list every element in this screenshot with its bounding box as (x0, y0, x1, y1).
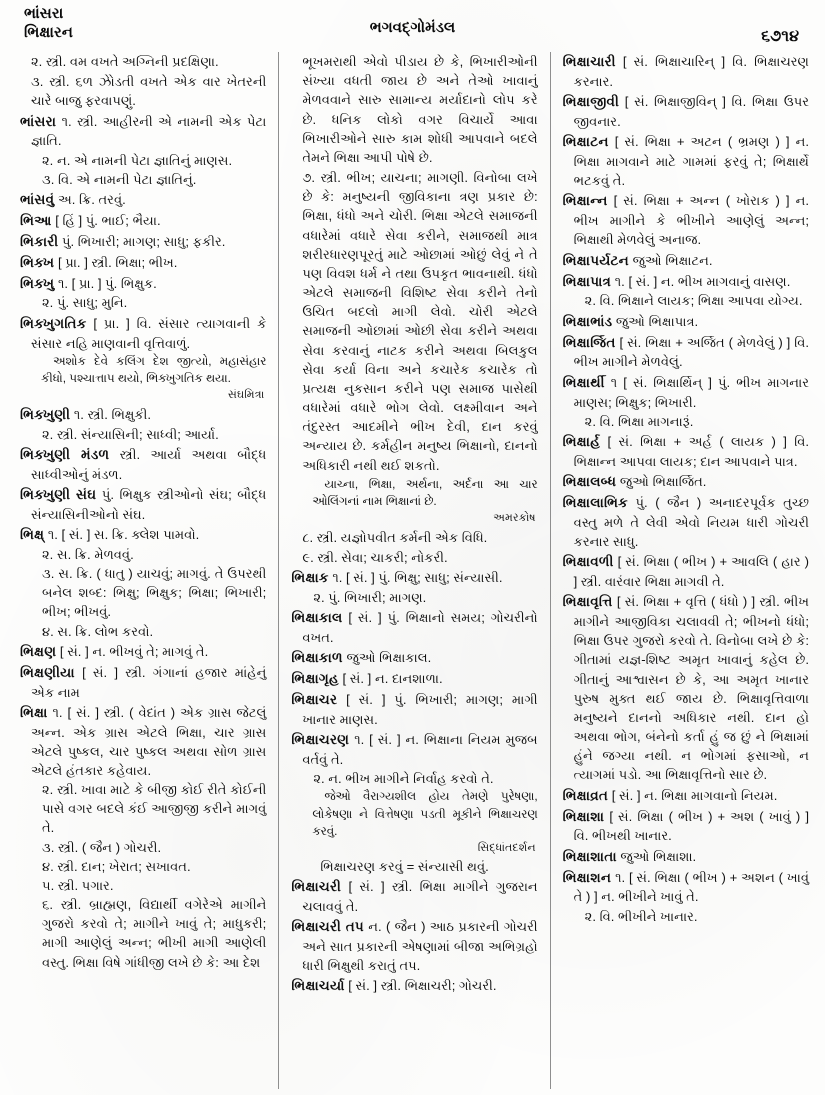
dictionary-entry[interactable] (291, 690, 537, 729)
dictionary-entry[interactable] (563, 272, 809, 311)
definition-text: [ સં. ] પું. ભિખારી; માગણ; માગી ખાનાર માણસ. (302, 692, 538, 727)
headword: ભિક્ખુ (20, 275, 55, 291)
sense-text: ૪. સ્ત્રી. દાન; ખેરાત; સખાવત. (42, 858, 191, 874)
headword: ભિક્ખુણી મંડળ (20, 446, 110, 462)
sense-text: ૧. [ સં. ] સ. ક્રિ. ક્લેશ પામવો. (47, 526, 200, 542)
quotation-source: અમરકોષ (493, 512, 536, 525)
sense-text: ૧. [ પ્રા. ] પું. ભિક્ષુક. (57, 275, 157, 291)
cross-reference: જુઓ ભિક્ષાશા. (620, 848, 697, 864)
page-header (0, 0, 825, 52)
sense-text: ૮. સ્ત્રી. યજ્ઞોપવીત કર્મની એક વિધિ. (302, 529, 488, 545)
sense-text: ૨. પું. ભિખારી; માગણ. (313, 590, 427, 605)
dictionary-entry[interactable] (20, 703, 266, 972)
dictionary-entry[interactable] (563, 432, 809, 471)
definition-text: ન. ( જૈન ) આઠ પ્રકારની ગોચરી અને સાત પ્રકારની એષણામાં બીજા અભિગ્રહો ધારી ભિક્ષુથી કરાતું તપ. (302, 918, 538, 973)
sense-text: ૩. વિ. એ નામની પેટા જ્ઞાતિનું. (42, 171, 197, 187)
headword: ભિક્ષાચારી (562, 54, 616, 69)
dictionary-entry[interactable] (563, 552, 809, 591)
dictionary-entry[interactable] (563, 333, 809, 372)
sense-text: ૩. સ. ક્રિ. ( ધાતુ ) યાચવું; માગવું. તે ઉપરથી બનેલ શબ્દ: ભિક્ષુ; ભિક્ષુક; ભિક્ષા; ભિખારી; ભીખ; ભીખવું. (42, 566, 267, 620)
headword: ભિક્ષાશન (562, 869, 612, 885)
sense-text: ૧. [ સં. ] પું. ભિક્ષુ; સાધુ; સંન્યાસી. (332, 570, 503, 586)
sense-text: ૬. સ્ત્રી. બ્રાહ્મણ, વિદ્યાર્થી વગેરેએ માગીને ગુજરો કરવો તે; માગીને ખાવું તે; માધુકરી; માગી આણેલું અન્ન; ભીખી માગી આણેલી વસ્તુ. ભિક્ષા વિષે ગાંધીજી લખે છે કે: આ દેશ (42, 897, 267, 970)
sense-text: ૨. વિ. ભીખીને ખાનાર. (584, 908, 698, 924)
dictionary-entry[interactable] (20, 445, 266, 484)
sense-text: ૧. સ્ત્રી. ભિક્ષુકી. (73, 406, 152, 422)
definition-text: [ સં. ભિક્ષા ( ભીખ ) + અશ ( ખાવું ) ] વિ. ભીખથી ખાનાર. (573, 808, 809, 844)
dictionary-entry[interactable] (563, 592, 809, 784)
definition-text: [ સં. ભિક્ષા + અટન ( ભ્રમણ ) ] ન. ભિક્ષા માગવાને માટે ગામમાં ફરવું તે; ભિક્ષાર્થે ભટકવું તે. (573, 134, 809, 189)
headword: ભિક્ષાલાભિક (562, 494, 628, 510)
header-guide-word-first: ભાંસરા (24, 5, 64, 22)
quotation-source: સિદ્ધાંતદર્શન (477, 842, 536, 855)
entry-continuation-sense-8 (291, 528, 537, 547)
sense-text: ૨. સ્ત્રી. વમ વખતે અગ્નિની પ્રદક્ષિણા. (31, 54, 219, 69)
sense-text: ૧. [ સં. ] ન. ભીખ માગવાનું વાસણ. (614, 273, 791, 289)
sense-text: ૨. ન. એ નામની પેટા જ્ઞાતિનું માણસ. (42, 152, 233, 168)
dictionary-entry[interactable] (291, 730, 537, 876)
sense-text: ૧. સ્ત્રી. આહીરની એ નામની એક પેટા જ્ઞાતિ. (31, 113, 267, 149)
headword: ભિક્ષાર્જિત (562, 334, 616, 350)
definition-text: પું. ભિક્ષુક સ્ત્રીઓનો સંઘ; બૌદ્ધ સંન્યાસિનીઓનો સંઘ. (31, 486, 267, 522)
definition-text: [ સં. ભિક્ષાચારિન્ ] વિ. ભિક્ષાચરણ કરનાર. (573, 54, 809, 89)
dictionary-entry[interactable] (20, 642, 266, 662)
column-2 (278, 52, 550, 1089)
dictionary-entry[interactable] (563, 373, 809, 431)
dictionary-entry[interactable] (291, 568, 537, 607)
headword: ભિક્ષાટન (562, 134, 609, 150)
headword: ભિઆ (20, 212, 52, 228)
definition-text: [ સં. ભિક્ષા + અન્ન ( ખોરાક ) ] ન. ભીખ માગીને કે ભીખીને આણેલું અન્ન; ભિક્ષાથી મેળવેલું અનાજ. (573, 193, 809, 248)
dictionary-entry[interactable] (20, 274, 266, 313)
definition-text: [ સં. ] પું. ભિક્ષાનો સમય; ગોચરીનો વખત. (302, 610, 538, 646)
sense-text: ૭. સ્ત્રી. ભીખ; યાચના; માગણી. વિનોબા લખે છે કે: મનુષ્યની જીવિકાના ત્રણ પ્રકાર છે: ભિક્ષા, ધંધો અને ચોરી. ભિક્ષા એટલે સમાજની વધારેમાં વધારે સેવા કરીને, સમાજથી માત્ર શરીરધારણપૂરતું માટે ઓછામાં ઓછું લેવું ને તે પણ વિવશ ધર્મ ને તથા ઉપકૃત ભાવનાથી. ધંધો એટલે સમાજની વિશિષ્ટ સેવા કરીને તેનો ઉચિત બદલો માગી લેવો. ચોરી એટલે સમાજની ઓછામાં ઓછી સેવા કરીને અથવા સેવા કરવાનું નાટક કરીને અથવા બિલકુલ સેવા કર્યા વિના અને કચારેક કચારેક તો પ્રત્યક્ષ નુકસાન કરીને પણ સમાજ પાસેથી વધારેમાં વધારે ભોગ લેવો. લક્ષ્મીવાન અને તંદુરસ્ત આદમીને ભીખ દેવી, દાન કરવું અન્યાય છે. કર્મહીન મનુષ્ય ભિક્ષાનો, દાનનો અધિકારી નથી થઈ શકતો. (302, 170, 538, 473)
headword: ભિક્ખ (20, 254, 55, 270)
headword: ભિક્ષાકાલ (291, 610, 343, 626)
sense-text: ૨. સ. ક્રિ. મેળવવું. (42, 546, 134, 562)
definition-text: [ સં. ] ન. દાનશાળા. (342, 671, 443, 687)
sense-text: ૧. [ સં. ] ન. ભિક્ષાના નિયમ મુજબ વર્તવું તે. (302, 732, 538, 768)
dictionary-entry[interactable] (563, 472, 809, 492)
entry-continuation-sense-2 (20, 52, 266, 71)
headword: ભિક્ષાવૃત્તિ (562, 594, 613, 610)
book-title: ભગવદ્ગોમંડલ (369, 19, 456, 36)
dictionary-entry[interactable] (20, 405, 266, 444)
entry-continuation-paragraph (291, 52, 537, 167)
definition-text: [ હિં ] પું. ભાઈ; ભૈયા. (55, 212, 161, 228)
dictionary-entry[interactable] (563, 847, 809, 867)
definition-text: [ સં. ] ન. ભીખવું તે; માગવું તે. (59, 643, 209, 659)
definition-text: [ સં. ભિક્ષાજીવિન્ ] વિ. ભિક્ષા ઉપર જીવનાર. (573, 94, 809, 129)
sense-text: ૩. સ્ત્રી. ( જૈન ) ગોચરી. (42, 839, 162, 855)
headword: ભિક્ષાચર્યા (291, 978, 345, 994)
dictionary-entry[interactable] (563, 191, 809, 249)
sense-text: ૨. સ્ત્રી. સંન્યાસિની; સાધ્વી; આર્યા. (42, 426, 219, 442)
dictionary-entry[interactable] (563, 493, 809, 551)
headword: ભિક્ષણ (20, 643, 57, 659)
cross-reference: જુઓ ભિક્ષાપાત્ર. (615, 313, 699, 329)
page-number: ૬૭૧૪ (761, 28, 799, 45)
idiom-phrase: ભિક્ષાચરણ કરવું = સંન્યાસી થવું. (320, 858, 489, 874)
definition-text: [ પ્રા. ] સ્ત્રી. ભિક્ષા; ભીખ. (57, 254, 178, 270)
sense-text: ૨. વિ. ભિક્ષા માગનારૂં. (584, 413, 694, 429)
dictionary-entry[interactable] (20, 190, 266, 210)
headword: ભિક્ષાભાંડ (562, 313, 613, 329)
definition-text: ભૂખમરાથી એવો પીડાય છે કે, ભિખારીઓની સંખ્યા વધતી જાય છે અને તેઓ ખાવાનું મેળવવાને સારુ સામાન્ય મર્યાદાનો લોપ કરે છે. ધનિક લોકો વગર વિચાર્યે આવા ભિખારીઓને સારુ કામ શોધી આપવાને બદલે તેમને ભિક્ષા આપી પોષે છે. (302, 54, 538, 165)
headword: ભિક્ષાપાત્ર (562, 273, 612, 289)
dictionary-entry[interactable] (20, 485, 266, 524)
dictionary-entry[interactable] (291, 608, 537, 647)
dictionary-entry[interactable] (291, 669, 537, 689)
sense-text: ૨. ન. ભીખ માગીને નિર્વાહ કરવો તે. (313, 771, 494, 787)
cross-reference: જુઓ ભિક્ષાકાલ. (346, 650, 432, 666)
definition-text: પું. ( જૈન ) અનાદરપૂર્વક તુચ્છ વસ્તુ મળે તે લેવી એવો નિયમ ધારી ગોચરી કરનાર સાધુ. (573, 494, 809, 549)
entry-continuation-sense-7 (291, 168, 537, 475)
dictionary-entry[interactable] (20, 211, 266, 231)
column-3 (551, 52, 811, 1089)
dictionary-entry[interactable] (563, 132, 809, 190)
definition-text: [ પ્રા. ] વિ. સંસાર ત્યાગવાની કે સંસાર નહિ માણવાની વૃત્તિવાળું. (31, 315, 267, 351)
dictionary-entry[interactable] (563, 92, 809, 131)
cross-reference: જુઓ ભિક્ષાર્જિત. (619, 473, 707, 489)
headword: ભિક્ષાચર (291, 692, 338, 708)
headword: ભિક્ષાચરણ (291, 732, 350, 748)
sense-text: ૫. સ્ત્રી. પગાર. (42, 877, 114, 893)
headword: ભાંસવું (20, 191, 55, 207)
headword: ભિકારી (20, 233, 59, 249)
headword: ભિક્ષાશા (562, 808, 605, 824)
sense-text: ૪. સ. ક્રિ. લોભ કરવો. (42, 623, 154, 639)
definition-text: [ સં. ] સ્ત્રી. ભિક્ષા માગીને ગુજરાન ચલાવવું તે. (302, 878, 538, 914)
headword: ભિક્ષાજીવી (562, 94, 620, 110)
sense-text: ૨. પું. સાધુ; મુનિ. (42, 295, 128, 311)
definition-text: [ સં. ભિક્ષા + અર્જિત ( મેળવેલું ) ] વિ. ભીખ માગીને મેળવેલું. (573, 334, 809, 370)
headword: ભિક્ષાર્થી (562, 374, 605, 390)
dictionary-entry[interactable] (563, 786, 809, 806)
header-guide-word-second: ભિક્ષારન (24, 24, 73, 42)
example-quotation: અશોક દેવે કલિંગ દેશ જીત્યો, મહાસંહાર કીધો, પશ્ચાત્તાપ થયો, ભિક્ખુગતિક થયા. (41, 353, 267, 385)
headword: ભિક્ખુણી સંઘ (20, 486, 97, 502)
dictionary-entry[interactable] (563, 868, 809, 926)
column-1 (18, 52, 278, 1089)
sense-text: ૨. વિ. ભિક્ષાને લાયક; ભિક્ષા આપવા યોગ્ય. (584, 293, 803, 309)
dictionary-entry[interactable] (291, 877, 537, 916)
dictionary-entry[interactable] (563, 807, 809, 846)
definition-text: [ સં. ] સ્ત્રી. ભિક્ષાચરી; ગોચરી. (348, 978, 497, 994)
dictionary-entry[interactable] (563, 312, 809, 332)
definition-text: [ સં. ] ન. ભિક્ષા માગવાનો નિયમ. (611, 787, 778, 803)
definition-text: [ સં. ] સ્ત્રી. ગંગાનાં હજાર માંહેનું એક નામ (31, 664, 267, 700)
headword: ભિક્ષાક (291, 570, 329, 586)
headword: ભિક્ષણીયા (20, 664, 75, 680)
headword: ભિક્ખુગતિક (20, 315, 87, 331)
example-quotation: યાચ્ના, ભિક્ષા, અર્થના, અર્દના આ ચાર ઓલિંગનાં નામ ભિક્ષાનાં છે. (312, 476, 538, 509)
headword: ભિક્ષાલબ્ધ (562, 473, 617, 489)
headword: ભિક્ષ્ (20, 526, 45, 542)
sense-text: ૧ [ સં. ભિક્ષાર્થિન્ ] પું. ભીખ માગનાર માણસ; ભિક્ષુક; ભિખારી. (573, 374, 809, 410)
dictionary-entry[interactable] (563, 52, 809, 91)
definition-text: [ સં. ભિક્ષા ( ભીખ ) + આવલિ ( હાર ) ] સ્ત્રી. વારંવાર ભિક્ષા માગવી તે. (573, 554, 809, 590)
entry-continuation-sense-3 (20, 72, 266, 110)
headword: ભિક્ષાચરી તપ (291, 918, 364, 934)
definition-text: અ. ક્રિ. તરવું. (57, 191, 126, 207)
dictionary-entry[interactable] (291, 917, 537, 975)
columns-container (0, 52, 825, 1095)
dictionary-entry[interactable] (20, 112, 266, 189)
headword: ભાંસરા (20, 113, 57, 129)
dictionary-entry[interactable] (291, 648, 537, 668)
sense-text: ૩. સ્ત્રી. ૬ળ ઝેોડતી વખતે એક વાર ખેતરની ચારે બાજુ ફરવાપણું. (31, 74, 267, 109)
headword: ભિક્ષાચરી (291, 878, 342, 894)
dictionary-entry[interactable] (291, 976, 537, 996)
quotation-source: સંઘમિત્રા (227, 389, 265, 402)
headword: ભિક્ષાવળી (562, 554, 614, 570)
headword: ભિક્ષાન્ન (562, 193, 608, 209)
dictionary-entry[interactable] (563, 251, 809, 271)
headword: ભિક્ષા (20, 704, 48, 720)
headword: ભિક્ખુણી (20, 406, 71, 422)
entry-continuation-sense-9 (291, 548, 537, 567)
sense-text: ૧. [ સં. ] સ્ત્રી. ( વેદાંત ) એક ગ્રાસ જેટલું અન્ન. એક ગ્રાસ એટલે ભિક્ષા, ચાર ગ્રાસ એટલે પુષ્કલ, ચાર પુષ્કલ અથવા સોળ ગ્રાસ એટલે હંતકાર કહેવાય. (31, 704, 267, 778)
dictionary-entry[interactable] (20, 663, 266, 702)
headword: ભિક્ષાપર્યટન (562, 252, 629, 268)
dictionary-entry[interactable] (20, 253, 266, 273)
sense-text: ૧. [ સં. ભિક્ષા ( ભીખ ) + અશન ( ખાવું તે ) ] ન. ભીખીને ખાવું તે. (573, 869, 809, 905)
sense-text: ૯. સ્ત્રી. સેવા; ચાકરી; નોકરી. (302, 549, 448, 565)
headword: ભિક્ષાર્હ (562, 433, 601, 449)
headword: ભિક્ષાશાતા (562, 848, 617, 864)
definition-text: સ્ત્રી. આર્યા અથવા બૌદ્ધ સાધ્વીઓનું મંડળ. (31, 446, 267, 482)
dictionary-entry[interactable] (20, 314, 266, 404)
dictionary-entry[interactable] (20, 525, 266, 641)
definition-text: [ સં. ભિક્ષા + અર્હ ( લાયક ) ] વિ. ભિક્ષાન્ન આપવા લાયક; દાન આપવાને પાત્ર. (573, 433, 809, 469)
headword: ભિક્ષાગૃહ (291, 671, 339, 687)
headword: ભિક્ષાકાળ (291, 650, 343, 666)
definition-text: પું. ભિખારી; માગણ; સાધુ; ફકીર. (62, 233, 226, 249)
dictionary-entry[interactable] (20, 232, 266, 252)
definition-text: [ સં. ભિક્ષા + વૃત્તિ ( ધંધો ) ] સ્ત્રી. ભીખ માગીને આજીવિકા ચલાવવી તે; ભીખનો ધંધો; ભિક્ષા ઉપર ગુજરો કરવો તે. વિનોબા લખે છે કે: ગીતામાં યજ્ઞ-શિષ્ટ અમૃત ખાવાનું કહેલ છે. ગીતાનું આશ્વાસન છે કે, આ અમૃત ખાનાર પુરુષ મુક્ત થઈ જાય છે. ભિક્ષાવૃત્તિવાળા મનુષ્યને દાનનો અધિકાર નથી. દાન હો અથવા ભોગ, બંનેનો કર્તા હું જ છું ને ભિક્ષામાં હુંને જગ્યા નથી. ન ભોગમાં ફસાઓ, ન ત્યાગમાં પડો. આ ભિક્ષાવૃત્તિનો સાર છે. (573, 594, 809, 783)
example-quotation: જેઓ વૈરાગ્યશીલ હોય તેમણે પુરેષણા, લોકેષણા ને વિત્તેષણા પડતી મૂકીને ભિક્ષાચરણ કરવું. (312, 789, 538, 838)
cross-reference: જુઓ ભિક્ષાટન. (632, 252, 713, 268)
headword: ભિક્ષાવ્રત (562, 787, 609, 803)
sense-text: ૨. સ્ત્રી. ખાવા માટે કે બીજી કોઈ રીતે કોઈની પાસે વગર બદલે કંઈ આજીજી કરીને માગવું તે. (42, 782, 267, 836)
entry-quotation-block (291, 476, 537, 527)
